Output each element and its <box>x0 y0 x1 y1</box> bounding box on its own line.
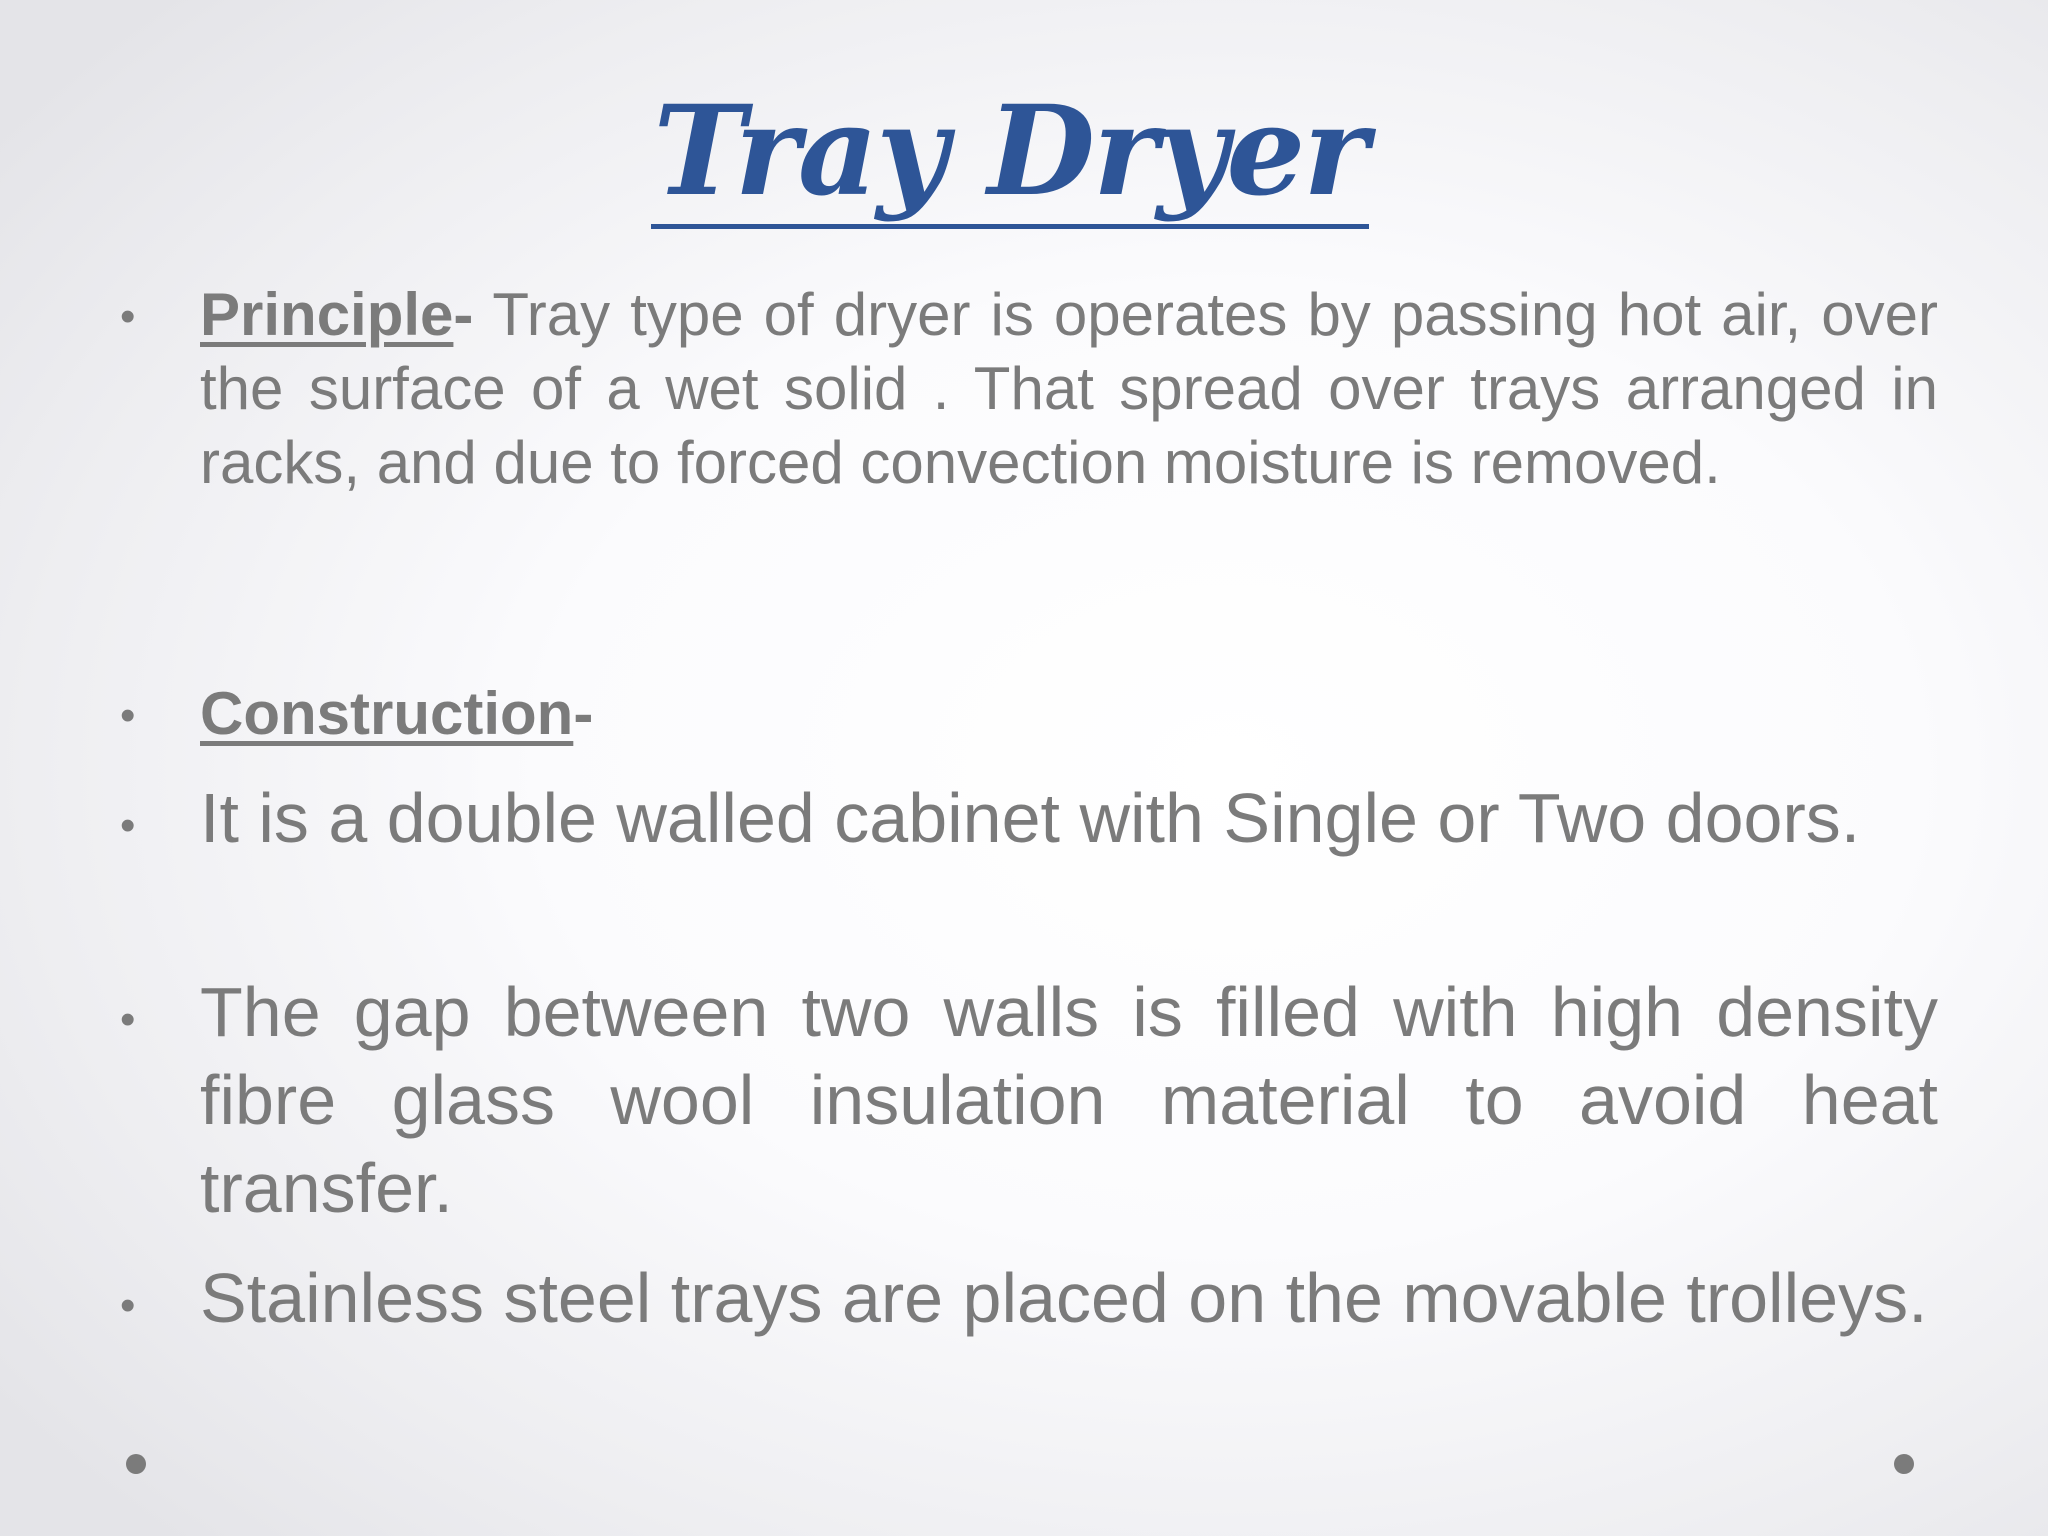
bullet-construction-text <box>200 677 1938 751</box>
bullet-dot: • <box>120 801 136 850</box>
slide-title-text: Tray Dryer <box>651 79 1368 229</box>
principle-heading: Principle <box>200 281 454 348</box>
bullet-dot: • <box>120 691 136 740</box>
bullet-trays-text: Stainless steel trays are placed on the movable trolleys. <box>200 1259 1928 1337</box>
bullet-principle-text <box>200 278 1938 500</box>
construction-dash: - <box>573 680 594 747</box>
bullet-cabinet-text: It is a double walled cabinet with Single or Two doors. <box>200 779 1861 857</box>
construction-heading: Construction <box>200 680 574 747</box>
decorative-dot-right <box>1894 1454 1914 1474</box>
bullet-dot: • <box>120 1281 136 1330</box>
decorative-dot-left <box>126 1454 146 1474</box>
principle-dash: - <box>453 281 474 348</box>
bullet-insulation-text: The gap between two walls is filled with high density fibre glass wool insulation material to avoid heat transfer. <box>200 973 1938 1227</box>
bullet-dot: • <box>120 292 136 341</box>
slide-title <box>0 79 2020 224</box>
principle-body: Tray type of dryer is operates by passing hot air, over the surface of a wet solid . That spread over trays arranged in racks, and due to forced convection moisture is removed. <box>200 281 1938 496</box>
bullet-dot: • <box>120 995 136 1044</box>
